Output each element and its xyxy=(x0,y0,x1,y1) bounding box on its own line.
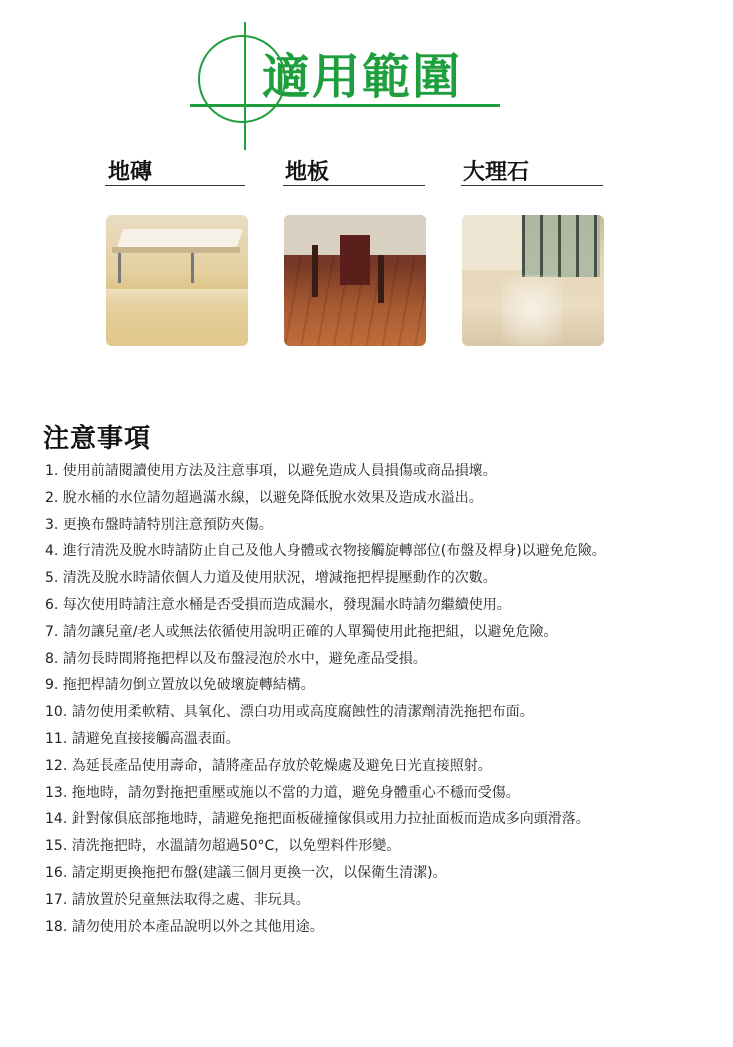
list-item: 1. 使用前請閱讀使用方法及注意事項，以避免造成人員損傷或商品損壞。 xyxy=(45,463,497,479)
list-item: 17. 請放置於兒童無法取得之處、非玩具。 xyxy=(45,891,310,908)
list-item: 15. 清洗拖把時，水溫請勿超過50°C，以免塑料件形變。 xyxy=(45,838,401,855)
list-item: 12. 為延長產品使用壽命，請將產品存放於乾燥處及避免日光直接照射。 xyxy=(45,757,492,774)
list-item: 4. 進行清洗及脫水時請防止自己及他人身體或衣物接觸旋轉部位(布盤及桿身)以避免危險。 xyxy=(45,543,606,560)
list-item: 6. 每次使用時請注意水桶是否受損而造成漏水，發現漏水時請勿繼續使用。 xyxy=(45,596,511,613)
header xyxy=(0,0,733,160)
list-item: 3. 更換布盤時請特別注意預防夾傷。 xyxy=(45,516,273,533)
category-label-marble: 大理石 xyxy=(463,160,530,185)
list-item: 13. 拖地時，請勿對拖把重壓或施以不當的力道，避免身體重心不穩而受傷。 xyxy=(45,784,520,801)
crosshair-vertical-line xyxy=(244,22,246,150)
list-item: 16. 請定期更換拖把布盤(建議三個月更換一次，以保衛生清潔)。 xyxy=(45,864,447,881)
list-item: 10. 請勿使用柔軟精、具氧化、漂白功用或高度腐蝕性的清潔劑清洗拖把布面。 xyxy=(45,704,534,721)
list-item: 9. 拖把桿請勿倒立置放以免破壞旋轉結構。 xyxy=(45,677,315,694)
notes-title: 注意事項 xyxy=(43,424,152,454)
list-item: 11. 請避免直接接觸高溫表面。 xyxy=(45,730,240,747)
list-item: 8. 請勿長時間將拖把桿以及布盤浸泡於水中，避免產品受損。 xyxy=(45,650,427,667)
wood-floor-photo xyxy=(284,215,426,346)
category-underline xyxy=(283,185,425,186)
category-label-wood: 地板 xyxy=(285,160,330,185)
category-label-tile: 地磚 xyxy=(108,160,153,185)
section-title: 適用範圍 xyxy=(262,49,463,105)
tile-floor-photo xyxy=(106,215,248,346)
list-item: 18. 請勿使用於本產品說明以外之其他用途。 xyxy=(45,918,324,935)
list-item: 5. 清洗及脫水時請依個人力道及使用狀況，增減拖把桿提壓動作的次數。 xyxy=(45,570,497,587)
marble-floor-photo xyxy=(462,215,604,346)
notes-list xyxy=(45,458,606,940)
list-item: 14. 針對傢俱底部拖地時，請避免拖把面板碰撞傢俱或用力拉扯面板而造成多向頭滑落。 xyxy=(45,811,590,828)
category-underline xyxy=(461,185,603,186)
list-item: 7. 請勿讓兒童/老人或無法依循使用說明正確的人單獨使用此拖把組，以避免危險。 xyxy=(45,623,558,640)
category-underline xyxy=(105,185,245,186)
list-item: 2. 脫水桶的水位請勿超過滿水線，以避免降低脫水效果及造成水溢出。 xyxy=(45,489,483,506)
